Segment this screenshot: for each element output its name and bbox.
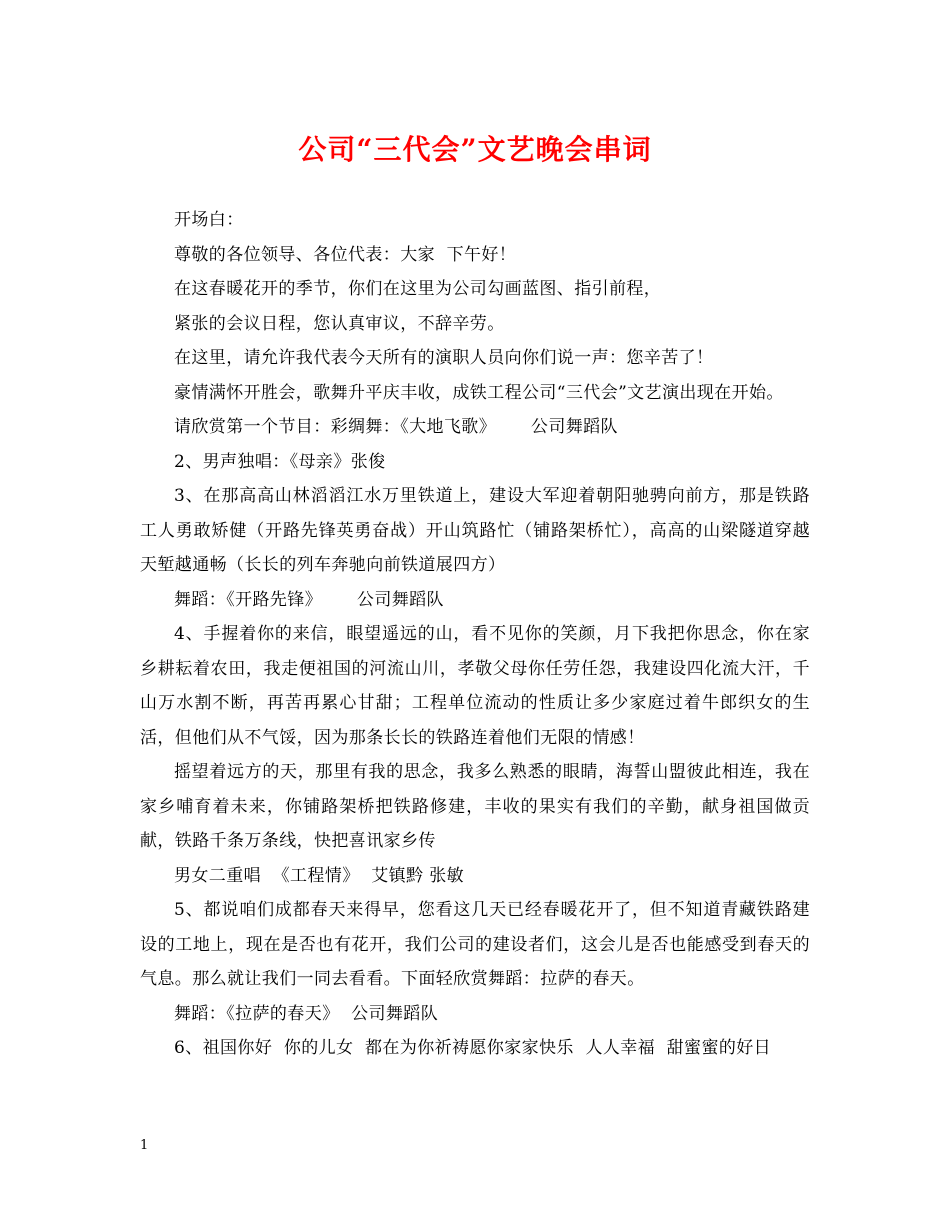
paragraph: 在这春暖花开的季节，你们在这里为公司勾画蓝图、指引前程， bbox=[174, 279, 662, 299]
paragraph: 舞蹈：《拉萨的春天》 公司舞蹈队 bbox=[174, 1003, 439, 1024]
document-title: 公司“三代会”文艺晚会串词 bbox=[298, 133, 652, 166]
paragraph: 3、在那高高山林滔滔江水万里铁道上，建设大军迎着朝阳驰骋向前方，那是铁路工人勇敢矫健（开路先锋英勇奋战）开山筑路忙（铺路架桥忙），高高的山梁隧道穿越天堑越通畅（长长的列车奔驰向前铁道展四方） bbox=[140, 486, 810, 575]
paragraph: 尊敬的各位领导、各位代表：大家 下午好！ bbox=[174, 244, 517, 265]
paragraph: 舞蹈：《开路先锋》 公司舞蹈队 bbox=[174, 589, 444, 610]
document-body bbox=[140, 203, 810, 1066]
paragraph: 2、男声独唱：《母亲》张俊 bbox=[174, 451, 386, 472]
paragraph: 4、手握着你的来信，眼望遥远的山，看不见你的笑颜，月下我把你思念，你在家乡耕耘着农田，我走便祖国的河流山川，孝敬父母你任劳任怨，我建设四化流大汗，千山万水割不断，再苦再累心甘甜；工程单位流动的性质让多少家庭过着牛郎织女的生活，但他们从不气馁，因为那条长长的铁路连着他们无限的情感！ bbox=[140, 624, 810, 748]
paragraph: 摇望着远方的天，那里有我的思念，我多么熟悉的眼睛，海誓山盟彼此相连，我在家乡哺育着未来，你铺路架桥把铁路修建，丰收的果实有我们的辛勤，献身祖国做贡献，铁路千条万条线，快把喜讯家乡传 bbox=[140, 762, 810, 851]
paragraph: 5、都说咱们成都春天来得早，您看这几天已经春暖花开了，但不知道青藏铁路建设的工地上，现在是否也有花开，我们公司的建设者们，这会儿是否也能感受到春天的气息。那么就让我们一同去看看。下面轻欣赏舞蹈：拉萨的春天。 bbox=[140, 900, 810, 989]
paragraph: 请欣赏第一个节目：彩绸舞：《大地飞歌》 公司舞蹈队 bbox=[174, 417, 618, 437]
paragraph: 开场白： bbox=[174, 210, 244, 230]
paragraph: 6、祖国你好 你的儿女 都在为你祈祷愿你家家快乐 人人幸福 甜蜜蜜的好日 bbox=[174, 1038, 772, 1058]
paragraph: 男女二重唱 《工程情》 艾镇黔 张敏 bbox=[174, 865, 465, 886]
paragraph: 紧张的会议日程，您认真审议，不辞辛劳。 bbox=[174, 313, 505, 334]
page-number: 1 bbox=[140, 1138, 149, 1153]
paragraph: 在这里，请允许我代表今天所有的演职人员向你们说一声：您辛苦了！ bbox=[174, 348, 714, 368]
paragraph: 豪情满怀开胜会，歌舞升平庆丰收，成铁工程公司“三代会”文艺演出现在开始。 bbox=[174, 382, 784, 403]
